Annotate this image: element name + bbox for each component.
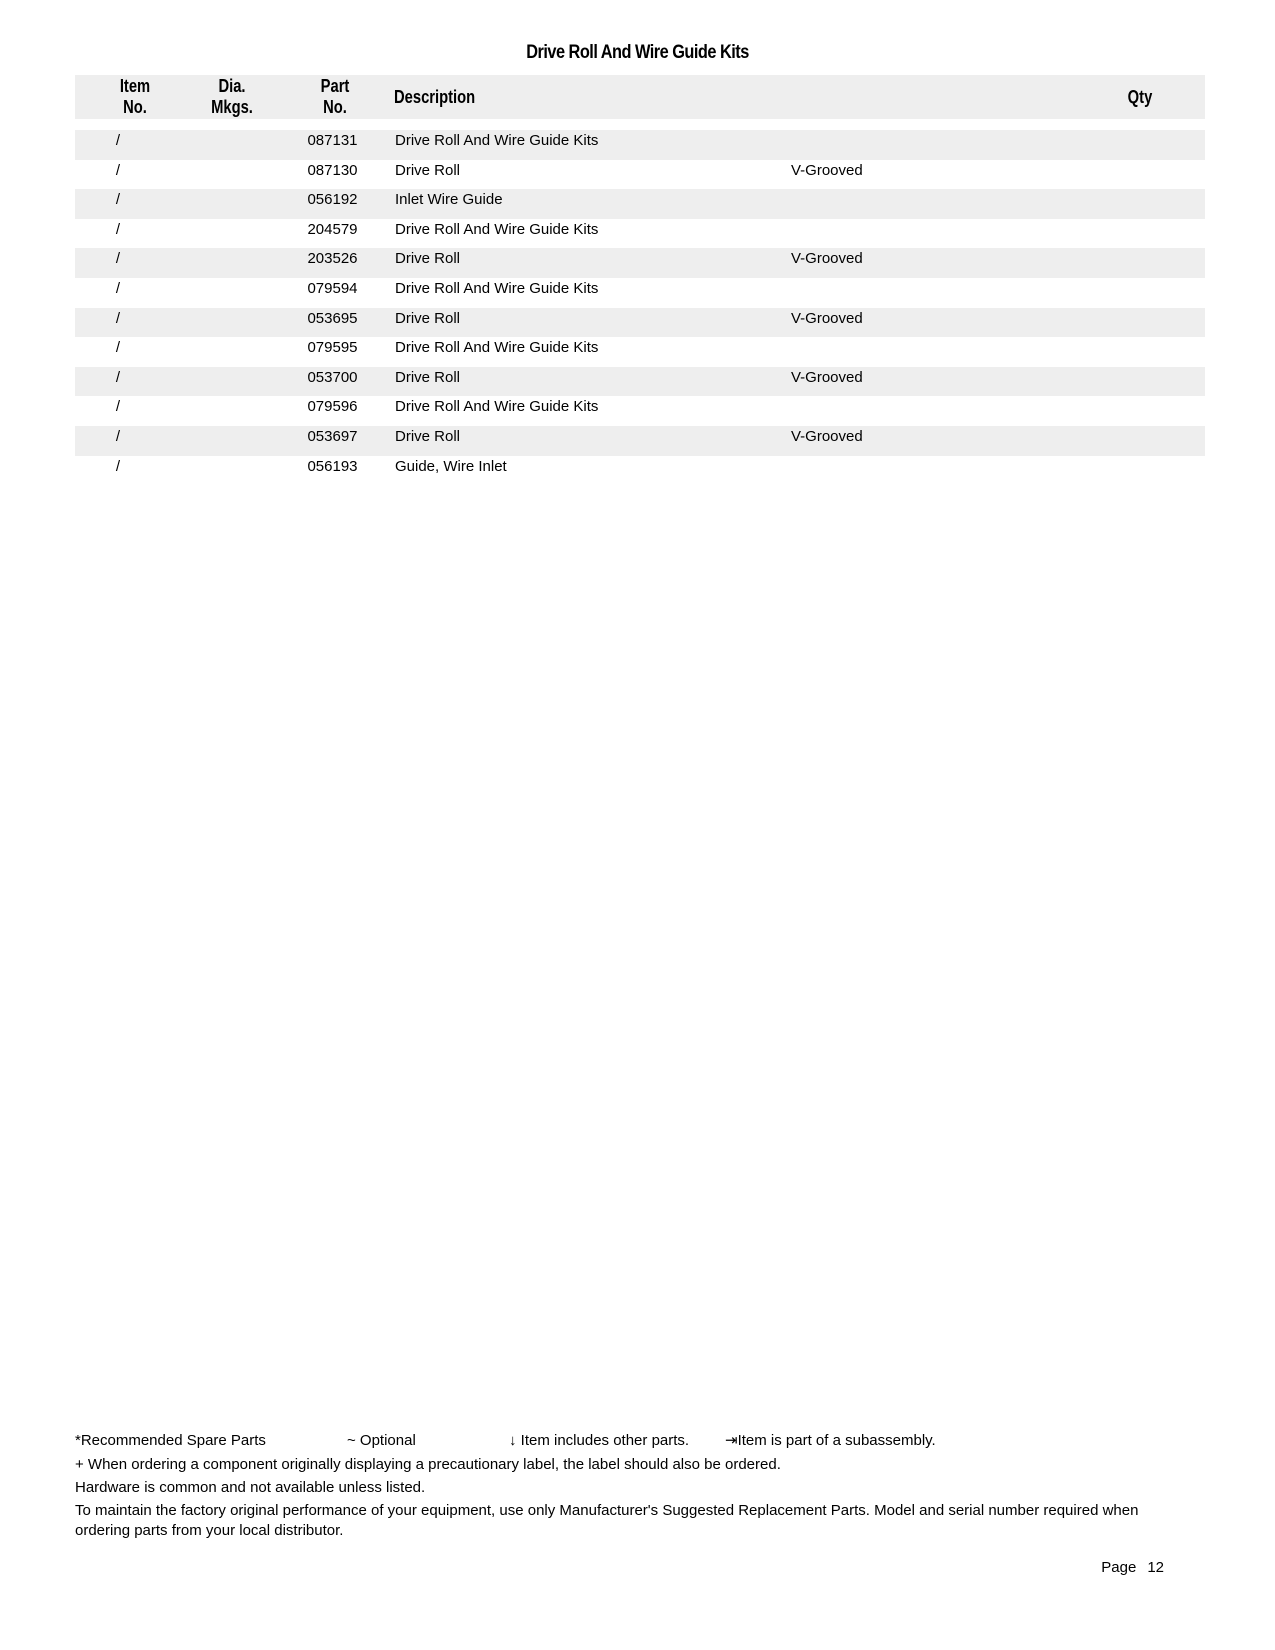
table-row — [75, 367, 1205, 397]
legend-spare-parts: *Recommended Spare Parts — [75, 1432, 266, 1449]
row-description: Drive Roll — [395, 427, 461, 445]
table-row — [75, 396, 1205, 426]
row-part-no: 053700 — [307, 368, 358, 386]
hardware-note: Hardware is common and not available unless listed. — [75, 1479, 426, 1496]
row-description: Drive Roll And Wire Guide Kits — [395, 339, 599, 357]
header-dia-line2: Mkgs. — [211, 97, 253, 117]
row-part-no: 053697 — [307, 427, 358, 445]
table-row — [75, 337, 1205, 367]
row-part-no: 203526 — [307, 250, 358, 268]
row-part-no: 087130 — [307, 161, 358, 179]
row-note: V-Grooved — [791, 250, 863, 268]
legend-includes-other-parts: ↓ Item includes other parts. — [509, 1432, 690, 1449]
row-item-no: / — [115, 368, 121, 386]
row-item-no: / — [115, 161, 121, 179]
maintain-note: To maintain the factory original performance of your equipment, use only Manufacturer's Suggested Replacement Parts. Model and serial number required when ordering parts from your local distributor. — [75, 1502, 1139, 1539]
table-row — [75, 248, 1205, 278]
row-item-no: / — [115, 309, 121, 327]
header-item-no — [102, 76, 168, 118]
row-item-no: / — [115, 339, 121, 357]
row-note: V-Grooved — [791, 427, 863, 445]
table-row — [75, 160, 1205, 190]
header-part-line2: No. — [323, 97, 347, 117]
legend-optional: ~ Optional — [347, 1432, 416, 1449]
row-part-no: 056192 — [307, 191, 358, 209]
table-row — [75, 308, 1205, 338]
table-row — [75, 189, 1205, 219]
row-part-no: 087131 — [307, 132, 358, 149]
page-number-value: 12 — [1147, 1559, 1164, 1576]
row-item-no: / — [115, 279, 121, 297]
row-item-no: / — [115, 457, 121, 475]
row-part-no: 079594 — [307, 279, 358, 297]
row-note: V-Grooved — [791, 309, 863, 327]
row-note: V-Grooved — [791, 368, 863, 386]
row-item-no: / — [115, 398, 121, 416]
row-item-no: / — [115, 427, 121, 445]
row-description: Drive Roll And Wire Guide Kits — [395, 132, 599, 149]
page-title: Drive Roll And Wire Guide Kits — [526, 42, 749, 63]
row-part-no: 079595 — [307, 339, 358, 357]
table-header — [75, 75, 1205, 119]
row-description: Drive Roll And Wire Guide Kits — [395, 398, 599, 416]
header-description: Description — [394, 87, 476, 107]
row-description: Inlet Wire Guide — [395, 191, 503, 209]
page-number — [1101, 1559, 1164, 1576]
table-row — [75, 219, 1205, 249]
row-description: Drive Roll And Wire Guide Kits — [395, 279, 599, 297]
table-row — [75, 130, 1205, 160]
page-label: Page — [1101, 1559, 1137, 1576]
row-description: Guide, Wire Inlet — [395, 457, 507, 475]
row-note: V-Grooved — [791, 161, 863, 179]
row-description: Drive Roll — [395, 309, 461, 327]
header-item-line1: Item — [119, 76, 151, 96]
row-description: Drive Roll And Wire Guide Kits — [395, 220, 599, 238]
row-item-no: / — [115, 132, 121, 149]
row-part-no: 056193 — [307, 457, 358, 475]
table-row — [75, 456, 1205, 486]
header-item-line2: No. — [123, 97, 147, 117]
header-part-line1: Part — [320, 76, 350, 96]
row-part-no: 053695 — [307, 309, 358, 327]
row-description: Drive Roll — [395, 250, 461, 268]
parts-table-body — [75, 130, 1205, 485]
legend-subassembly: ⇥Item is part of a subassembly. — [725, 1432, 936, 1449]
header-dia-mkgs — [195, 76, 269, 118]
header-part-no — [294, 76, 376, 118]
row-item-no: / — [115, 220, 121, 238]
row-part-no: 204579 — [307, 220, 358, 238]
table-row — [75, 278, 1205, 308]
header-qty: Qty — [1127, 87, 1153, 107]
table-row — [75, 426, 1205, 456]
row-part-no: 079596 — [307, 398, 358, 416]
legend — [75, 1431, 1185, 1451]
row-description: Drive Roll — [395, 161, 461, 179]
header-dia-line1: Dia. — [218, 76, 246, 96]
row-description: Drive Roll — [395, 368, 461, 386]
row-item-no: / — [115, 250, 121, 268]
row-item-no: / — [115, 191, 121, 209]
precaution-note: + When ordering a component originally displaying a precautionary label, the label should also be ordered. — [75, 1456, 781, 1473]
